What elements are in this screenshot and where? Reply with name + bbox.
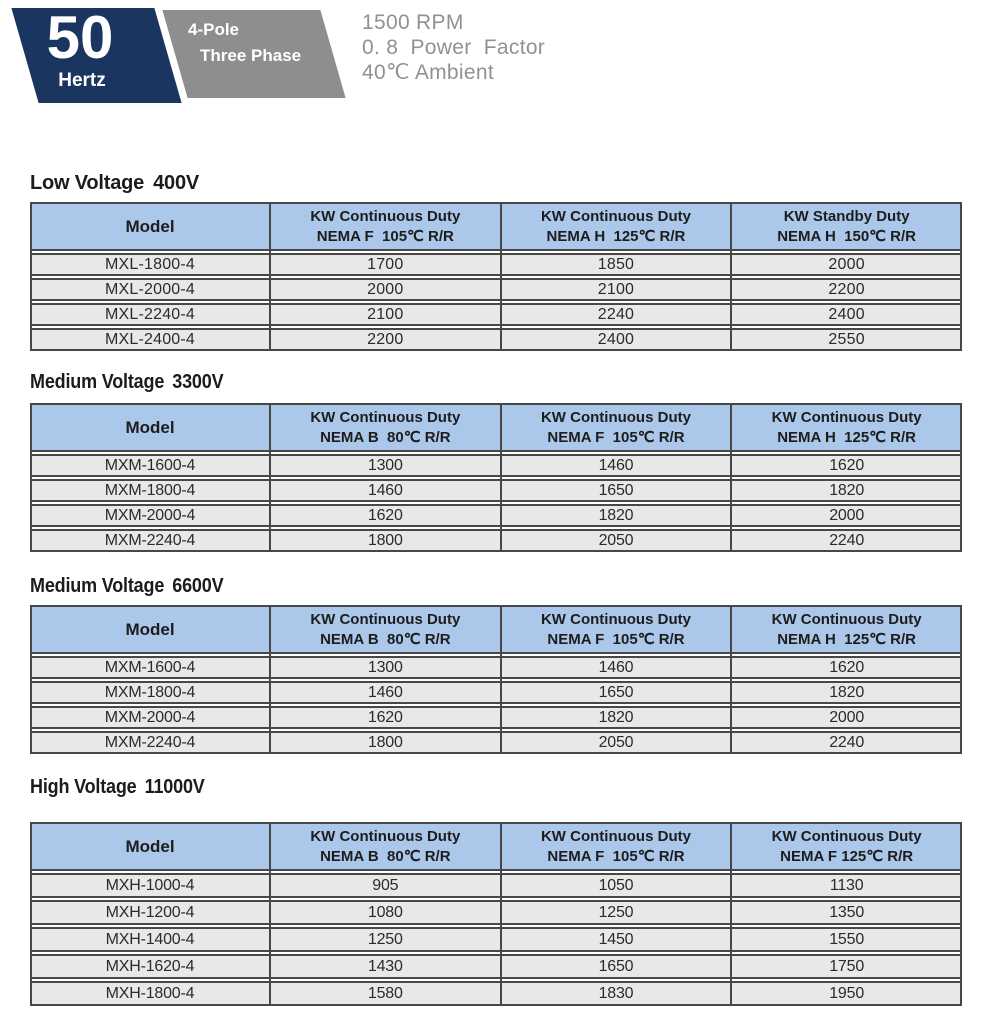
table-row [30, 981, 962, 1006]
kw-value-cell: 2000 [828, 255, 865, 273]
table-border-left [30, 403, 32, 552]
column-divider [730, 822, 732, 1006]
model-cell: MXH-1620-4 [105, 957, 195, 975]
kw-value-cell: 1300 [367, 658, 403, 676]
model-cell: MXL-1800-4 [104, 255, 196, 273]
model-cell: MXM-2240-4 [104, 531, 196, 549]
kw-value-cell: 1830 [598, 984, 634, 1002]
kw-value-cell: 2240 [829, 531, 865, 549]
table-row [30, 927, 962, 952]
table-header-row [30, 822, 962, 871]
frequency-value: 50 [46, 4, 114, 71]
column-header: KW Continuous Duty NEMA B 80℃ R/R [310, 611, 461, 648]
column-divider [730, 202, 732, 351]
kw-value-cell: 1250 [367, 930, 403, 948]
kw-value-cell: 1820 [598, 708, 634, 726]
model-cell: MXH-1000-4 [105, 876, 195, 894]
section-title-voltage: 3300V [172, 371, 224, 393]
kw-value-cell: 1700 [367, 255, 404, 273]
section-heading [30, 575, 962, 598]
kw-value-cell: 2050 [598, 531, 634, 549]
table-border-left [30, 822, 32, 1006]
kw-value-cell: 1850 [597, 255, 635, 273]
kw-value-cell: 1750 [829, 957, 865, 975]
column-divider [500, 403, 502, 552]
kw-value-cell: 2100 [597, 280, 635, 298]
kw-value-cell: 1620 [367, 708, 403, 726]
kw-value-cell: 2050 [598, 733, 634, 751]
model-cell: MXM-1800-4 [104, 481, 196, 499]
kw-value-cell: 1650 [598, 957, 634, 975]
model-cell: MXM-2240-4 [104, 733, 196, 751]
kw-value-cell: 1300 [367, 456, 403, 474]
section-title-label: Medium Voltage [30, 371, 165, 393]
table-border-left [30, 202, 32, 351]
kw-value-cell: 1050 [598, 876, 634, 894]
table-row [30, 529, 962, 552]
kw-value-cell: 2000 [367, 280, 404, 298]
kw-value-cell: 2000 [829, 506, 865, 524]
model-cell: MXH-1400-4 [105, 930, 195, 948]
table-border-left [30, 605, 32, 754]
column-header: KW Continuous Duty NEMA H 125℃ R/R [771, 611, 922, 648]
model-cell: MXL-2400-4 [104, 330, 196, 348]
table-body [30, 454, 962, 552]
column-divider [269, 403, 271, 552]
table-border-right [960, 202, 962, 351]
kw-value-cell: 1820 [829, 481, 865, 499]
voltage-section [30, 776, 962, 1002]
column-header-model: Model [125, 217, 175, 236]
kw-value-cell: 2240 [597, 305, 635, 323]
kw-value-cell: 1350 [829, 903, 865, 921]
column-divider [269, 605, 271, 754]
section-title-label: High Voltage [30, 776, 137, 798]
column-header: KW Continuous Duty NEMA B 80℃ R/R [310, 828, 461, 865]
section-heading [30, 172, 962, 195]
model-cell: MXM-1600-4 [104, 456, 196, 474]
column-header: KW Continuous Duty NEMA F 105℃ R/R [540, 611, 691, 648]
column-divider [730, 403, 732, 552]
kw-value-cell: 1800 [367, 733, 403, 751]
column-divider [269, 822, 271, 1006]
voltage-section [30, 371, 962, 549]
table-row [30, 479, 962, 502]
spec-lines [362, 10, 545, 85]
kw-value-cell: 1460 [598, 456, 634, 474]
section-heading [30, 371, 962, 394]
section-heading [30, 776, 962, 799]
table-border-right [960, 403, 962, 552]
kw-value-cell: 2400 [597, 330, 635, 348]
table-row [30, 656, 962, 679]
section-title-voltage: 400V [153, 172, 200, 194]
kw-value-cell: 1820 [829, 683, 865, 701]
table-body [30, 253, 962, 351]
table-border-right [960, 822, 962, 1006]
kw-value-cell: 2200 [367, 330, 404, 348]
spec-line-power-factor: 0. 8 Power Factor [362, 36, 546, 59]
kw-value-cell: 1430 [367, 957, 403, 975]
phase-label: Three Phase [200, 46, 302, 65]
model-cell: MXL-2240-4 [104, 305, 196, 323]
kw-value-cell: 1950 [829, 984, 865, 1002]
spec-line-rpm: 1500 RPM [362, 11, 464, 34]
column-header-model: Model [125, 837, 175, 856]
column-header-model: Model [125, 620, 175, 639]
kw-value-cell: 905 [372, 876, 399, 894]
table-row [30, 504, 962, 527]
frequency-unit: Hertz [58, 70, 106, 91]
model-cell: MXL-2000-4 [104, 280, 196, 298]
kw-value-cell: 2000 [829, 708, 865, 726]
section-title-label: Medium Voltage [30, 575, 165, 597]
kw-value-cell: 1620 [829, 456, 865, 474]
kw-value-cell: 1250 [598, 903, 634, 921]
model-cell: MXH-1800-4 [105, 984, 195, 1002]
table-header-row [30, 202, 962, 251]
column-divider [730, 605, 732, 754]
kw-value-cell: 1650 [598, 481, 634, 499]
kw-value-cell: 1650 [598, 683, 634, 701]
column-header: KW Continuous Duty NEMA H 125℃ R/R [540, 208, 691, 245]
rating-table [30, 403, 962, 552]
kw-value-cell: 1450 [598, 930, 634, 948]
column-divider [500, 822, 502, 1006]
section-title-voltage: 6600V [172, 575, 224, 597]
kw-value-cell: 2200 [828, 280, 865, 298]
section-title-label: Low Voltage [30, 172, 145, 194]
table-row [30, 328, 962, 351]
table-header-row [30, 605, 962, 654]
kw-value-cell: 2550 [828, 330, 865, 348]
model-cell: MXM-2000-4 [104, 708, 196, 726]
kw-value-cell: 1820 [598, 506, 634, 524]
kw-value-cell: 1550 [829, 930, 865, 948]
model-cell: MXH-1200-4 [105, 903, 195, 921]
column-header: KW Continuous Duty NEMA F 105℃ R/R [540, 409, 691, 446]
pole-label: 4-Pole [188, 20, 240, 39]
table-row [30, 253, 962, 276]
table-row [30, 681, 962, 704]
kw-value-cell: 1460 [598, 658, 634, 676]
table-row [30, 900, 962, 925]
kw-value-cell: 1620 [829, 658, 865, 676]
column-header: KW Continuous Duty NEMA F 105℃ R/R [310, 208, 461, 245]
rating-table [30, 605, 962, 754]
model-cell: MXM-1800-4 [104, 683, 196, 701]
table-row [30, 454, 962, 477]
kw-value-cell: 1080 [367, 903, 403, 921]
table-row [30, 706, 962, 729]
spec-line-ambient: 40℃ Ambient [362, 61, 494, 84]
voltage-section [30, 575, 962, 751]
rating-table [30, 202, 962, 351]
column-header: KW Standby Duty NEMA H 150℃ R/R [777, 208, 917, 245]
kw-value-cell: 2240 [829, 733, 865, 751]
kw-value-cell: 1460 [367, 683, 403, 701]
kw-value-cell: 1460 [367, 481, 403, 499]
table-header-row [30, 403, 962, 452]
table-row [30, 278, 962, 301]
column-header: KW Continuous Duty NEMA F 125℃ R/R [771, 828, 922, 865]
kw-value-cell: 2100 [367, 305, 404, 323]
section-title-voltage: 11000V [144, 776, 205, 798]
model-cell: MXM-1600-4 [104, 658, 196, 676]
column-header-model: Model [125, 418, 175, 437]
table-row [30, 731, 962, 754]
kw-value-cell: 1130 [829, 876, 864, 894]
kw-value-cell: 1620 [367, 506, 403, 524]
table-body [30, 656, 962, 754]
column-divider [269, 202, 271, 351]
table-row [30, 954, 962, 979]
kw-value-cell: 1580 [367, 984, 403, 1002]
column-header: KW Continuous Duty NEMA F 105℃ R/R [540, 828, 691, 865]
voltage-section [30, 172, 962, 348]
kw-value-cell: 2400 [828, 305, 865, 323]
column-header: KW Continuous Duty NEMA H 125℃ R/R [771, 409, 922, 446]
table-row [30, 873, 962, 898]
model-cell: MXM-2000-4 [104, 506, 196, 524]
table-row [30, 303, 962, 326]
table-body [30, 873, 962, 1006]
kw-value-cell: 1800 [367, 531, 403, 549]
table-border-right [960, 605, 962, 754]
column-header: KW Continuous Duty NEMA B 80℃ R/R [310, 409, 461, 446]
column-divider [500, 605, 502, 754]
column-divider [500, 202, 502, 351]
rating-table [30, 822, 962, 1006]
